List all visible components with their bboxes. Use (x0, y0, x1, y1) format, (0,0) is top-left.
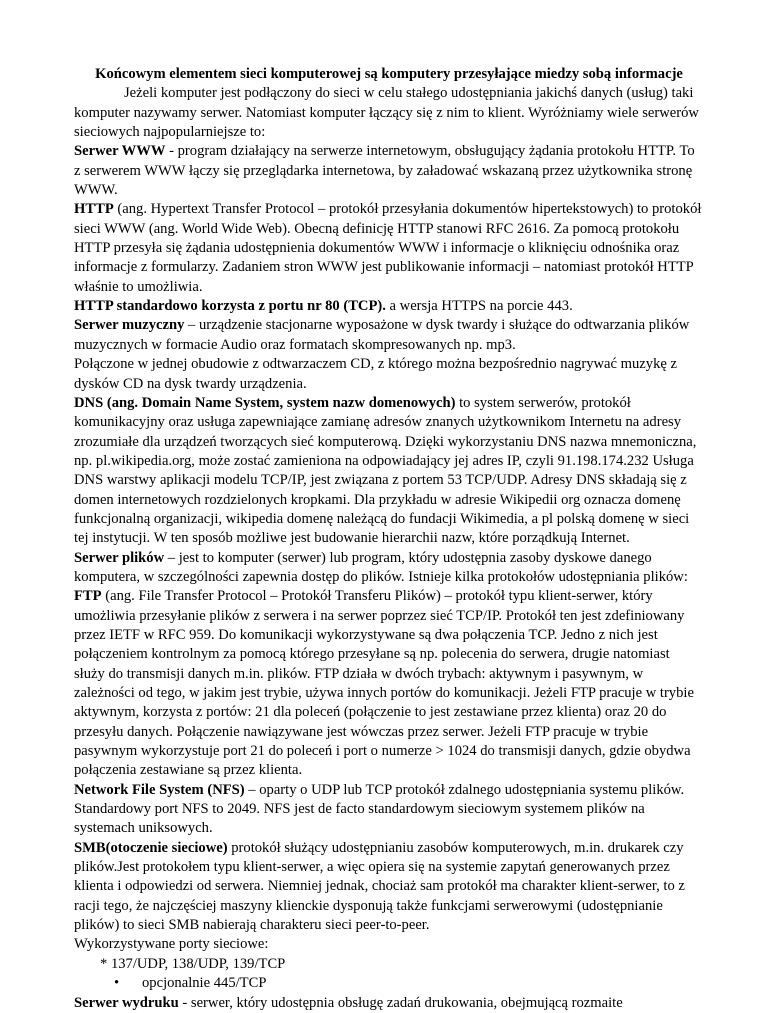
smb-text: protokół służący udostępnianiu zasobów komputerowych, m.in. drukarek czy plików.Jest protokołem typu klient-serwer, a więc opiera się na systemie zapytań generowanych przez klienta i odpowiedzi od serwera. Niemniej jednak, chociaż sam protokół ma charakter klient-serwer, to z racji tego, że najczęściej maszyny klienckie dysponują także funkcjami serwerowymi (udostępnianie plików) to sieci SMB nabierają charakteru sieci peer-to-peer. (74, 839, 685, 934)
smb-paragraph (74, 839, 704, 936)
print-term: Serwer wydruku (74, 994, 179, 1011)
dns-text: to system serwerów, protokół komunikacyjny oraz usługa zapewniające zamianę adresów znanych użytkownikom Internetu na adresy zrozumiałe dla urządzeń tworzących sieć komputerową. Dzięki wykorzystaniu DNS nazwa mnemoniczna, np. pl.wikipedia.org, może zostać zamieniona na odpowiadający jej adres IP, czyli 91.198.174.232 Usługa DNS warstwy aplikacji modelu TCP/IP, jest związana z portem 53 TCP/UDP. Adresy DNS składają się z domen internetowych rozdzielonych kropkami. Dla przykładu w adresie Wikipedii org oznacza domenę funkcjonalną organizacji, wikipedia domenę należącą do fundacji Wikimedia, a pl polską domenę w sieci tej instytucji. W ten sposób możliwe jest budowanie hierarchii nazw, które porządkują Internet. (74, 394, 697, 547)
files-text: – jest to komputer (serwer) lub program, który udostępnia zasoby dyskowe danego komputera, w szczególności zapewnia dostęp do plików. Istnieje kilka protokołów udostępniania plików: (74, 549, 688, 585)
ftp-text: (ang. File Transfer Protocol – Protokół Transferu Plików) – protokół typu klient-serwer, który umożliwia przesyłanie plików z serwera i na serwer poprzez sieć TCP/IP. Protokół ten jest zdefiniowany przez IETF w RFC 959. Do komunikacji wykorzystywane są dwa połączenia TCP. Jedno z nich jest połączeniem kontrolnym za pomocą którego przesyłane są np. polecenia do serwera, drugie natomiast służy do transmisji danych m.in. plików. FTP działa w dwóch trybach: aktywnym i pasywnym, w zależności od tego, w jakim jest trybie, używa innych portów do komunikacji. Jeżeli FTP pracuje w trybie aktywnym, korzysta z portów: 21 dla poleceń (połączenie to jest zestawiane przez klienta) oraz 20 do przesyłu danych. Połączenie nawiązywane jest wówczas przez serwer. Jeżeli FTP pracuje w trybie pasywnym wykorzystuje port 21 do poleceń i port o numerze > 1024 do transmisji danych, gdzie obydwa połączenia zestawiane są przez klienta. (74, 588, 694, 779)
document-title: Końcowym elementem sieci komputerowej są komputery przesyłające miedzy sobą informacje (95, 66, 683, 82)
www-term: Serwer WWW (74, 143, 166, 160)
document-page (74, 65, 704, 1013)
music-term: Serwer muzyczny (74, 317, 185, 334)
dns-paragraph (74, 394, 704, 549)
ftp-term: FTP (74, 588, 102, 605)
print-text: - serwer, który udostępnia obsługę zadań drukowania, obejmującą rozmaite (178, 994, 623, 1011)
ftp-paragraph (74, 587, 704, 780)
http-term: HTTP (74, 201, 114, 218)
dns-term: DNS (ang. Domain Name System, system nazw domenowych) (74, 394, 456, 411)
intro-paragraph: Jeżeli komputer jest podłączony do sieci w celu stałego udostępniania jakichś danych (usług) taki komputer nazywamy serwer. Natomiast komputer łączący się z nim to klient. Wyróżniamy wiele serwerów sieciowych najpopularniejsze to: (74, 85, 699, 141)
music-extra-paragraph: Połączone w jednej obudowie z odtwarzaczem CD, z którego można bezpośrednio nagrywać muzykę z dysków CD na dysk twardy urządzenia. (74, 356, 677, 392)
print-paragraph (74, 994, 704, 1013)
http-paragraph (74, 200, 704, 297)
www-paragraph (74, 142, 704, 200)
http-text: (ang. Hypertext Transfer Protocol – protokół przesyłania dokumentów hipertekstowych) to protokół sieci WWW (ang. World Wide Web). Obecną definicję HTTP stanowi RFC 2616. Za pomocą protokołu HTTP przesyła się żądania udostępnienia dokumentów WWW i informacje o kliknięciu odnośnika oraz informacje z formularzy. Zadaniem stron WWW jest publikowanie informacji – natomiast protokół HTTP właśnie to umożliwia. (74, 201, 702, 295)
ports-heading: Wykorzystywane porty sieciowe: (74, 936, 269, 953)
files-term: Serwer plików (74, 549, 165, 566)
smb-term: SMB(otoczenie sieciowe) (74, 839, 228, 856)
ports-item-2 (74, 974, 704, 993)
http-port-paragraph (74, 297, 704, 316)
http-port-term: HTTP standardowo korzysta z portu nr 80 (TCP). (74, 298, 386, 315)
nfs-term: Network File System (NFS) (74, 781, 245, 798)
files-paragraph (74, 549, 704, 588)
ports-item-1: * 137/UDP, 138/UDP, 139/TCP (100, 955, 286, 972)
nfs-text: – oparty o UDP lub TCP protokół zdalnego udostępniania systemu plików. Standardowy port NFS to 2049. NFS jest de facto standardowym sieciowym systemem plików na systemach uniksowych. (74, 781, 685, 837)
www-text: - program działający na serwerze internetowym, obsługujący żądania protokołu HTTP. To z serwerem WWW łączy się przeglądarka internetowa, by załadować wskazaną przez użytkownika stronę WWW. (74, 143, 695, 199)
music-paragraph (74, 316, 704, 355)
nfs-paragraph (74, 781, 704, 839)
music-text: – urządzenie stacjonarne wyposażone w dysk twardy i służące do odtwarzania plików muzycznych w formacie Audio oraz formatach skompresowanych np. mp3. (74, 317, 690, 353)
bullet-icon: • (114, 975, 120, 992)
http-port-text: a wersja HTTPS na porcie 443. (385, 298, 573, 315)
ports-item-2-text: opcjonalnie 445/TCP (142, 975, 267, 992)
